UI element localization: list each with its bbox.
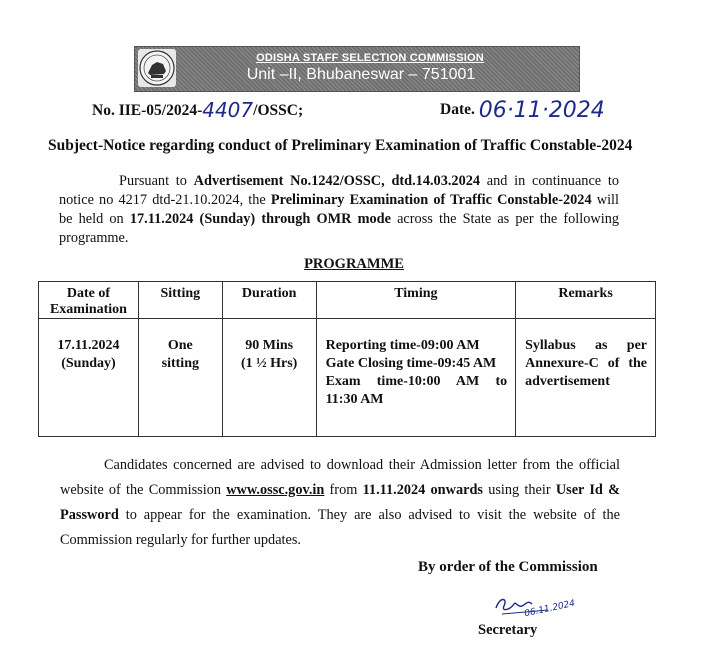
body-paragraph: [59, 172, 619, 248]
website-link[interactable]: www.ossc.gov.in: [226, 482, 325, 498]
duration-minutes: 90 Mins: [245, 338, 294, 353]
cell-remarks: [516, 319, 656, 437]
remarks-line: Syllabus as per: [525, 338, 647, 353]
table-header-row: [39, 282, 656, 319]
column-header-remarks: [516, 282, 656, 319]
odisha-emblem-icon: [138, 49, 176, 87]
column-header-timing-label: Timing: [394, 286, 438, 301]
reference-prefix: No. IIE-05/2024-: [92, 102, 203, 119]
remarks-line: advertisement: [525, 374, 610, 389]
secretary-designation: Secretary: [478, 622, 538, 638]
exam-time: Exam time-10:00 AM to: [325, 374, 508, 389]
exam-date: 17.11.2024: [57, 338, 120, 353]
cell-timing-text: [317, 319, 516, 409]
body-text: will be held on: [59, 192, 619, 227]
column-header-sitting-label: Sitting: [160, 286, 201, 301]
reference-suffix: /OSSC;: [253, 102, 304, 119]
cell-remarks-text: [516, 319, 655, 391]
date-label: Date.: [440, 101, 475, 118]
column-header-remarks-label: Remarks: [558, 286, 613, 301]
advice-paragraph: [60, 453, 620, 553]
exam-name: Preliminary Examination of Traffic Constable-2024: [270, 192, 592, 208]
reference-handwritten-number: 4407: [202, 98, 254, 122]
cell-timing: [316, 319, 516, 437]
column-header-duration-label: Duration: [241, 286, 297, 301]
column-header-duration: [222, 282, 316, 319]
remarks-line: Annexure-C of the: [525, 356, 647, 371]
sitting-count: One: [167, 338, 193, 353]
duration-hours: (1 ½ Hrs): [240, 356, 298, 371]
cell-duration: [222, 319, 316, 437]
advice-text: Candidates concerned are advised to download their Admission letter from the official website of the Commission: [60, 457, 620, 498]
download-start-date: 11.11.2024 onwards: [362, 482, 483, 498]
programme-table: [38, 281, 656, 437]
signature-date: 06.11.2024: [523, 598, 577, 620]
subject-line: Subject-Notice regarding conduct of Preliminary Examination of Traffic Constable-2024: [48, 137, 633, 154]
exam-date-mode: 17.11.2024 (Sunday) through OMR mode: [129, 211, 391, 227]
cell-duration-text: [223, 319, 316, 373]
organization-name: ODISHA STAFF SELECTION COMMISSION: [256, 52, 484, 64]
table-row: [39, 319, 656, 437]
programme-heading: PROGRAMME: [304, 256, 404, 272]
organization-address: Unit –II, Bhubaneswar – 751001: [246, 66, 476, 83]
body-text: and in continuance to notice no 4217 dtd-21.10.2024, the: [59, 173, 620, 208]
cell-sitting-text: [139, 319, 222, 373]
date-handwritten-value: 06·11·2024: [478, 98, 605, 123]
cell-sitting: [138, 319, 222, 437]
exam-end-time: 11:30 AM: [325, 392, 384, 407]
body-text: Pursuant to: [119, 173, 194, 189]
advice-text: to appear for the examination. They are also advised to visit the website of the Commission regularly for further updates.: [60, 507, 620, 548]
cell-date-text: [39, 319, 138, 373]
cell-date: [39, 319, 139, 437]
reference-number: [92, 98, 303, 122]
advertisement-reference: Advertisement No.1242/OSSC, dtd.14.03.2024: [193, 173, 481, 189]
body-text: across the State as per the following programme.: [59, 211, 619, 246]
gate-closing-time: Gate Closing time-09:45 AM: [325, 356, 497, 371]
sitting-word: sitting: [161, 356, 199, 371]
reporting-time: Reporting time-09:00 AM: [325, 338, 480, 353]
by-order-line: By order of the Commission: [418, 559, 598, 575]
column-header-date-label: Date of Examination: [49, 286, 127, 317]
column-header-sitting: [138, 282, 222, 319]
exam-day: (Sunday): [61, 356, 116, 371]
credentials-text: User Id & Password: [60, 482, 621, 523]
notice-date: [440, 98, 605, 123]
advice-text: from: [324, 482, 363, 498]
advice-text: using their: [482, 482, 556, 498]
column-header-timing: [316, 282, 516, 319]
column-header-date: [39, 282, 139, 319]
